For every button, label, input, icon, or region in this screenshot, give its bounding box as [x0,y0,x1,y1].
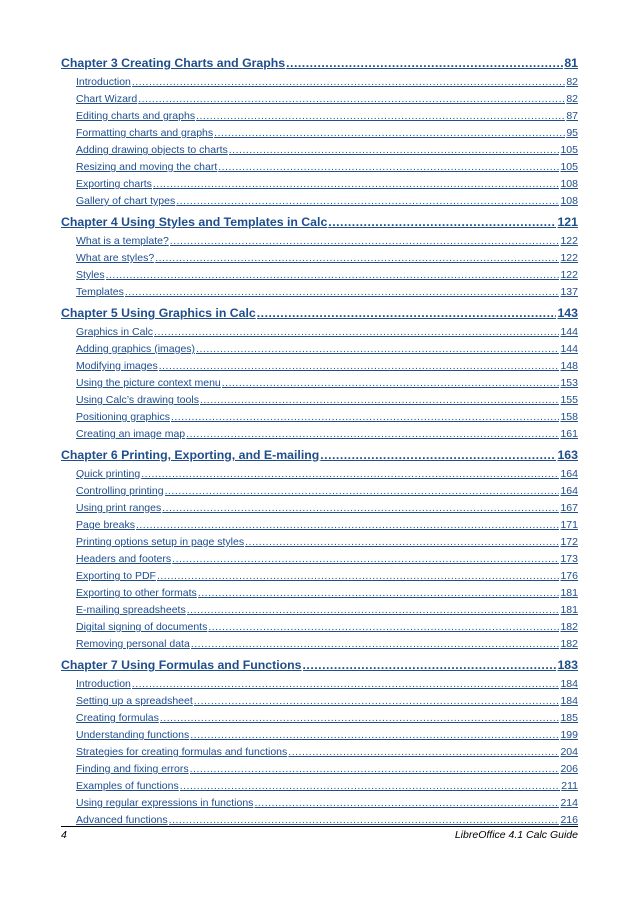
dot-leader [191,638,560,650]
entry-page-number: 164 [560,485,578,497]
toc-entry-link[interactable] [61,621,578,638]
entry-title: Setting up a spreadsheet [76,695,193,707]
entry-title: Styles [76,269,105,281]
entry-page-number: 82 [566,76,578,88]
dot-leader [186,428,559,440]
dot-leader [303,658,557,672]
entry-page-number: 105 [560,161,578,173]
entry-page-number: 181 [560,604,578,616]
dot-leader [136,519,560,531]
entry-title: Page breaks [76,519,135,531]
toc-entry-link[interactable] [61,587,578,604]
entry-title: Creating formulas [76,712,159,724]
dot-leader [153,178,560,190]
dot-leader [286,56,563,70]
chapter-page-number: 183 [557,658,578,672]
dot-leader [196,110,565,122]
chapter-title: Chapter 5 Using Graphics in Calc [61,306,256,320]
dot-leader [170,235,560,247]
entry-page-number: 122 [560,235,578,247]
dot-leader [328,215,556,229]
entry-page-number: 167 [560,502,578,514]
entry-title: Digital signing of documents [76,621,208,633]
entry-page-number: 172 [560,536,578,548]
footer-divider [61,826,578,827]
dot-leader [190,763,560,775]
entry-page-number: 176 [560,570,578,582]
entry-title: Using print ranges [76,502,162,514]
chapter-page-number: 81 [564,56,578,70]
toc-chapter-link[interactable] [61,306,578,326]
dot-leader [157,570,560,582]
entry-page-number: 148 [560,360,578,372]
toc-entry-link[interactable] [61,502,578,519]
entry-page-number: 211 [561,780,578,792]
entry-title: Adding drawing objects to charts [76,144,228,156]
entry-title: Positioning graphics [76,411,170,423]
toc-entry-link[interactable] [61,678,578,695]
toc-entry-link[interactable] [61,178,578,195]
footer-page-number: 4 [61,829,67,841]
toc-entry-link[interactable] [61,326,578,343]
toc-entry-link[interactable] [61,93,578,110]
dot-leader [254,797,559,809]
toc-entry-link[interactable] [61,377,578,394]
toc-entry-link[interactable] [61,797,578,814]
entry-title: Adding graphics (images) [76,343,196,355]
toc-entry-link[interactable] [61,485,578,502]
entry-page-number: 108 [560,178,578,190]
entry-page-number: 184 [560,678,578,690]
dot-leader [160,712,560,724]
toc-entry-link[interactable] [61,428,578,445]
toc-entry-link[interactable] [61,468,578,485]
toc-entry-link[interactable] [61,343,578,360]
dot-leader [257,306,557,320]
dot-leader [132,678,560,690]
dot-leader [320,448,556,462]
entry-title: Using Calc’s drawing tools [76,394,199,406]
dot-leader [194,695,560,707]
dot-leader [169,814,560,826]
toc-entry-link[interactable] [61,536,578,553]
entry-title: Exporting charts [76,178,152,190]
entry-page-number: 105 [560,144,578,156]
entry-page-number: 171 [560,519,578,531]
toc-entry-link[interactable] [61,519,578,536]
dot-leader [200,394,560,406]
entry-page-number: 204 [560,746,578,758]
toc-entry-link[interactable] [61,746,578,763]
chapter-title: Chapter 7 Using Formulas and Functions [61,658,302,672]
dot-leader [162,502,559,514]
toc-entry-link[interactable] [61,110,578,127]
entry-title: E-mailing spreadsheets [76,604,186,616]
entry-title: Advanced functions [76,814,168,826]
table-of-contents [61,56,578,831]
toc-entry-link[interactable] [61,394,578,411]
entry-title: Understanding functions [76,729,190,741]
toc-entry-link[interactable] [61,570,578,587]
entry-title: Introduction [76,76,131,88]
entry-title: Graphics in Calc [76,326,154,338]
entry-page-number: 144 [560,343,578,355]
dot-leader [208,621,559,633]
entry-title: Formatting charts and graphs [76,127,214,139]
entry-title: What are styles? [76,252,155,264]
page-footer [61,829,578,841]
dot-leader [138,93,565,105]
chapter-page-number: 143 [557,306,578,320]
entry-title: Using the picture context menu [76,377,221,389]
dot-leader [155,252,559,264]
dot-leader [222,377,560,389]
dot-leader [180,780,561,792]
chapter-title: Chapter 4 Using Styles and Templates in Calc [61,215,328,229]
dot-leader [172,553,559,565]
entry-page-number: 182 [560,638,578,650]
entry-page-number: 158 [560,411,578,423]
dot-leader [154,326,559,338]
toc-entry-link[interactable] [61,195,578,212]
entry-page-number: 173 [560,553,578,565]
footer-book-title: LibreOffice 4.1 Calc Guide [454,829,578,841]
entry-title: Strategies for creating formulas and functions [76,746,288,758]
entry-page-number: 199 [560,729,578,741]
dot-leader [187,604,560,616]
dot-leader [288,746,559,758]
entry-page-number: 122 [560,252,578,264]
entry-page-number: 153 [560,377,578,389]
entry-title: Resizing and moving the chart [76,161,218,173]
entry-title: Using regular expressions in functions [76,797,254,809]
toc-entry-link[interactable] [61,695,578,712]
dot-leader [245,536,559,548]
toc-entry-link[interactable] [61,269,578,286]
entry-title: Examples of functions [76,780,179,792]
entry-title: Finding and fixing errors [76,763,189,775]
dot-leader [190,729,559,741]
chapter-title: Chapter 6 Printing, Exporting, and E-mailing [61,448,320,462]
dot-leader [159,360,560,372]
toc-entry-link[interactable] [61,411,578,428]
toc-entry-link[interactable] [61,144,578,161]
entry-title: Templates [76,286,124,298]
dot-leader [171,411,559,423]
entry-title: Exporting to other formats [76,587,197,599]
dot-leader [106,269,560,281]
dot-leader [132,76,565,88]
entry-title: Controlling printing [76,485,164,497]
chapter-page-number: 121 [557,215,578,229]
entry-page-number: 122 [560,269,578,281]
toc-entry-link[interactable] [61,360,578,377]
entry-title: What is a template? [76,235,169,247]
entry-page-number: 214 [560,797,578,809]
entry-page-number: 87 [566,110,578,122]
entry-page-number: 137 [560,286,578,298]
toc-entry-link[interactable] [61,286,578,303]
dot-leader [229,144,560,156]
toc-entry-link[interactable] [61,553,578,570]
dot-leader [176,195,559,207]
dot-leader [198,587,560,599]
entry-page-number: 184 [560,695,578,707]
entry-page-number: 95 [566,127,578,139]
toc-chapter-link[interactable] [61,658,578,678]
entry-title: Headers and footers [76,553,172,565]
entry-title: Modifying images [76,360,158,372]
entry-title: Chart Wizard [76,93,138,105]
toc-entry-link[interactable] [61,729,578,746]
toc-entry-link[interactable] [61,76,578,93]
entry-page-number: 82 [566,93,578,105]
entry-page-number: 181 [560,587,578,599]
entry-page-number: 185 [560,712,578,724]
toc-entry-link[interactable] [61,780,578,797]
toc-entry-link[interactable] [61,763,578,780]
entry-title: Exporting to PDF [76,570,156,582]
entry-page-number: 206 [560,763,578,775]
entry-title: Printing options setup in page styles [76,536,245,548]
toc-entry-link[interactable] [61,252,578,269]
toc-entry-link[interactable] [61,638,578,655]
entry-page-number: 155 [560,394,578,406]
entry-title: Creating an image map [76,428,186,440]
chapter-title: Chapter 3 Creating Charts and Graphs [61,56,286,70]
entry-page-number: 108 [560,195,578,207]
entry-page-number: 144 [560,326,578,338]
toc-entry-link[interactable] [61,161,578,178]
dot-leader [214,127,565,139]
entry-title: Removing personal data [76,638,190,650]
toc-chapter-link[interactable] [61,215,578,235]
toc-entry-link[interactable] [61,712,578,729]
entry-page-number: 182 [560,621,578,633]
dot-leader [125,286,560,298]
chapter-page-number: 163 [557,448,578,462]
entry-title: Editing charts and graphs [76,110,196,122]
dot-leader [141,468,559,480]
toc-chapter-link[interactable] [61,56,578,76]
entry-title: Gallery of chart types [76,195,176,207]
entry-title: Introduction [76,678,131,690]
dot-leader [218,161,559,173]
toc-entry-link[interactable] [61,604,578,621]
dot-leader [165,485,560,497]
dot-leader [196,343,559,355]
toc-entry-link[interactable] [61,127,578,144]
entry-page-number: 161 [560,428,578,440]
entry-page-number: 164 [560,468,578,480]
entry-page-number: 216 [560,814,578,826]
toc-chapter-link[interactable] [61,448,578,468]
entry-title: Quick printing [76,468,141,480]
toc-entry-link[interactable] [61,235,578,252]
